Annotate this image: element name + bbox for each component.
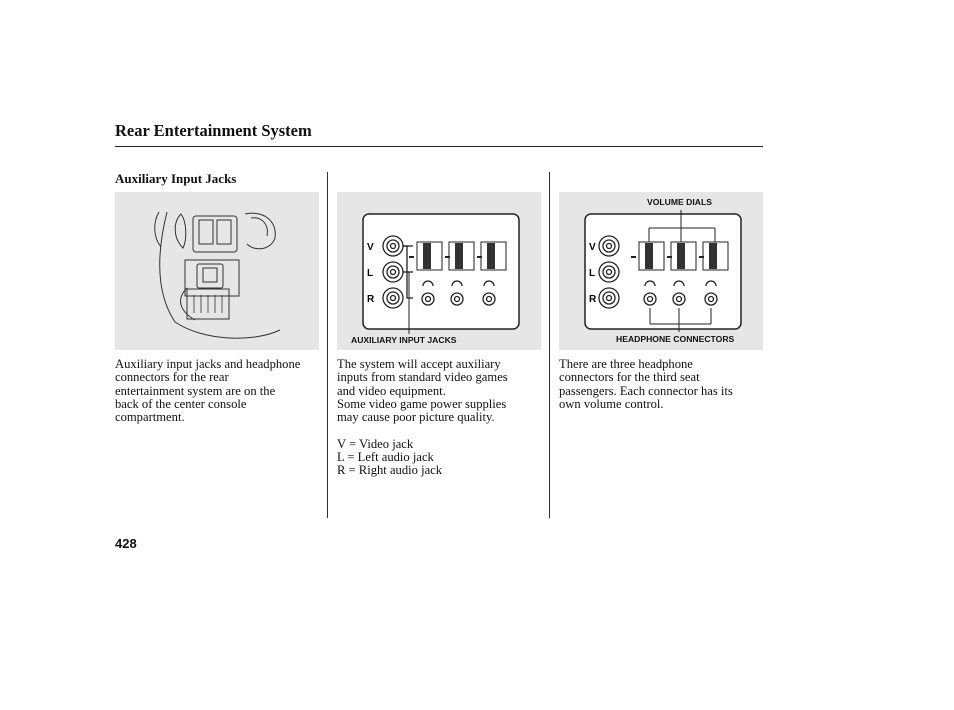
label-l: L	[589, 268, 596, 279]
label-r: R	[589, 294, 597, 305]
console-illustration	[115, 192, 319, 350]
page-title: Rear Entertainment System	[115, 121, 312, 140]
label-l: L	[367, 268, 374, 279]
auxiliary-jacks-figure	[337, 192, 541, 350]
label-v: V	[589, 242, 596, 253]
volume-dials-caption: VOLUME DIALS	[647, 197, 712, 207]
column-divider-2	[549, 172, 550, 518]
label-v: V	[367, 242, 374, 253]
column-2-text: The system will accept auxiliary inputs from standard video games and video equipment. Some video game power supplies may cause poor picture quality. V = Video jack L = Left audio jack R = Right audio jack	[337, 357, 508, 478]
title-rule	[115, 146, 763, 147]
auxiliary-jacks-caption: AUXILIARY INPUT JACKS	[351, 335, 457, 345]
section-heading: Auxiliary Input Jacks	[115, 171, 237, 186]
column-divider-1	[327, 172, 328, 518]
headphone-connectors-caption: HEADPHONE CONNECTORS	[616, 334, 735, 344]
headphone-connectors-figure	[559, 192, 763, 350]
label-r: R	[367, 294, 375, 305]
column-3-text: There are three headphone connectors for the third seat passengers. Each connector has its own volume control.	[559, 357, 733, 411]
page-number: 428	[115, 536, 137, 551]
column-1-text: Auxiliary input jacks and headphone connectors for the rear entertainment system are on the back of the center console compartment.	[115, 357, 301, 425]
